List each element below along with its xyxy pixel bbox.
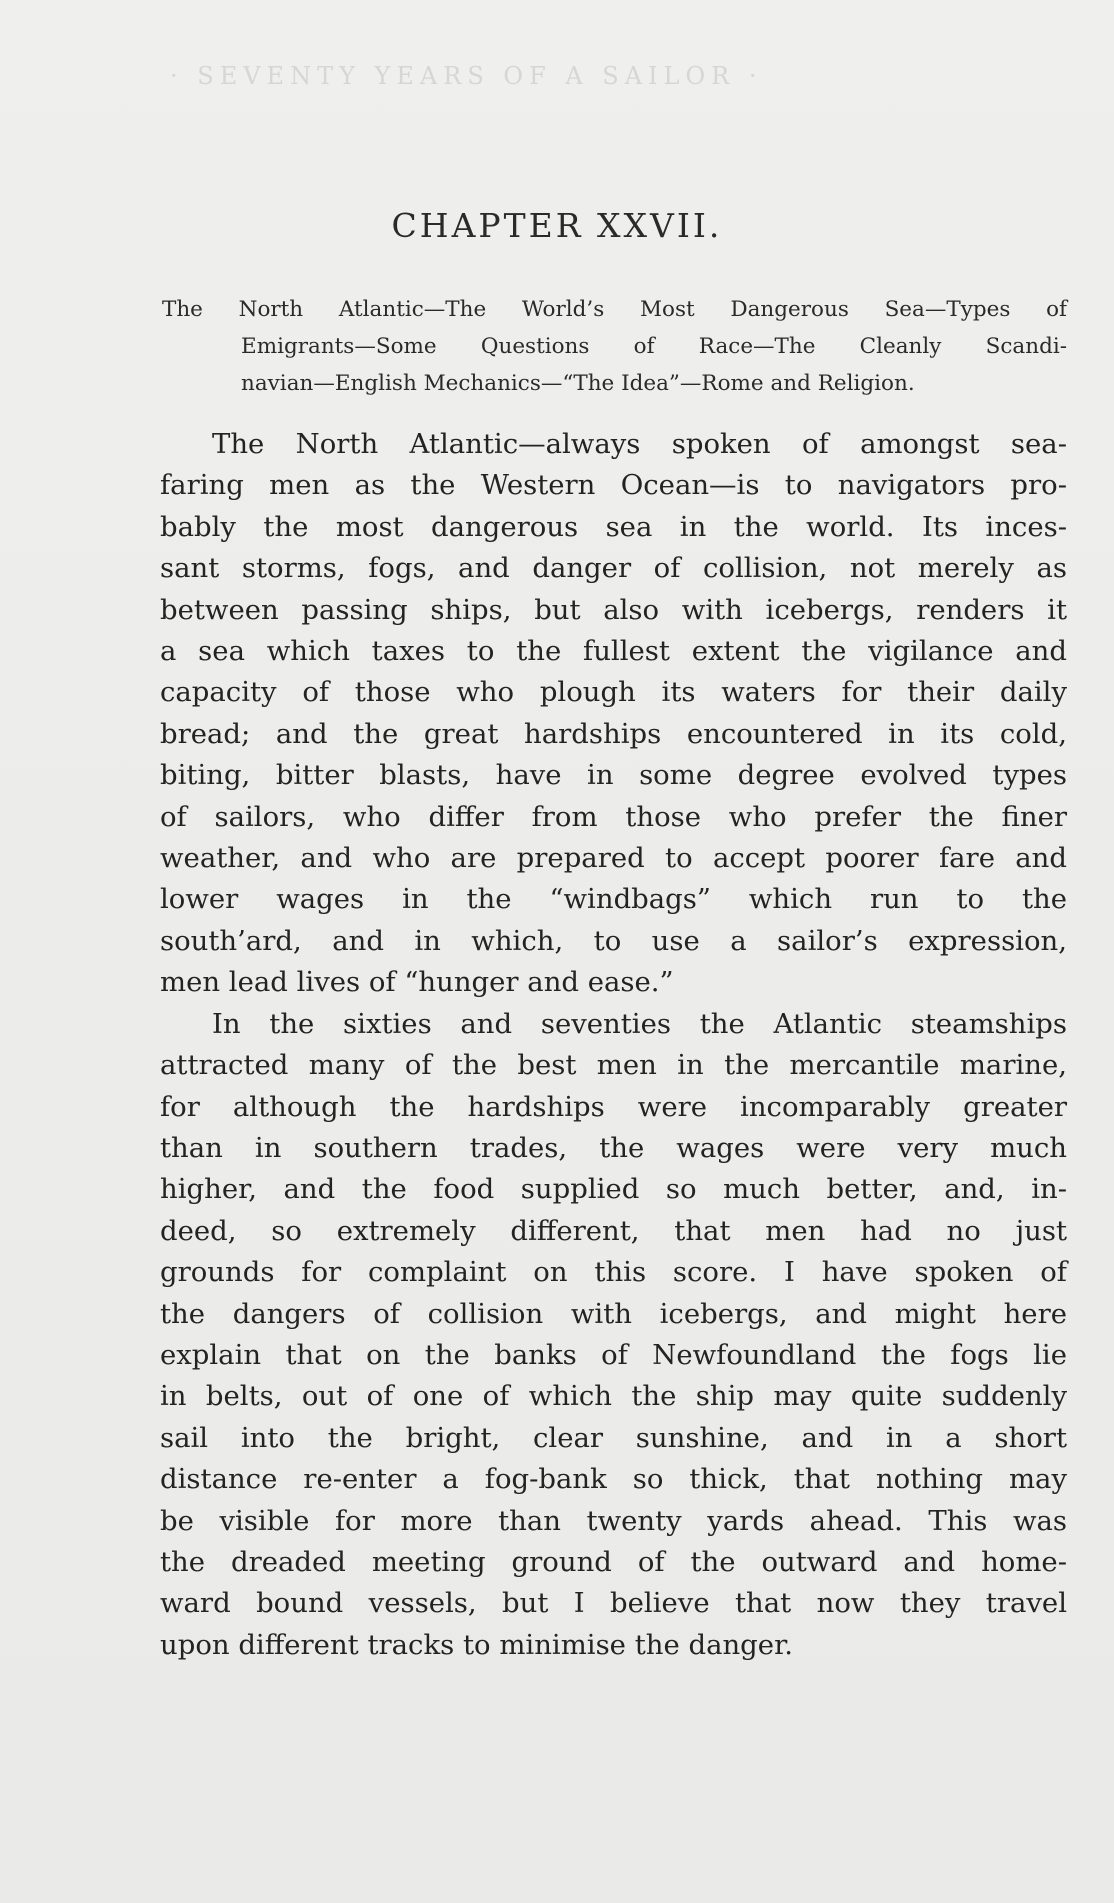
summary-line: Emigrants—Some Questions of Race—The Cleanly Scandi- xyxy=(241,334,1067,359)
text-line: The North Atlantic—always spoken of amongst sea- xyxy=(212,428,1067,460)
text-line: capacity of those who plough its waters for their daily xyxy=(160,676,1067,709)
text-line: grounds for complaint on this score. I have spoken of xyxy=(160,1256,1067,1289)
text-line: than in southern trades, the wages were very much xyxy=(160,1131,1067,1164)
text-line: sail into the bright, clear sunshine, and in a short xyxy=(160,1421,1067,1454)
chapter-summary xyxy=(162,291,1067,402)
text-line: for although the hardships were incomparably greater xyxy=(160,1090,1067,1123)
show-through-running-head: · SEVENTY YEARS OF A SAILOR · xyxy=(170,62,763,90)
text-line: bably the most dangerous sea in the world. Its inces- xyxy=(160,510,1067,543)
summary-line: navian—English Mechanics—“The Idea”—Rome and Religion. xyxy=(241,371,915,396)
text-line: higher, and the food supplied so much better, and, in- xyxy=(160,1173,1067,1206)
text-line: south’ard, and in which, to use a sailor’s expression, xyxy=(160,924,1067,957)
text-line: lower wages in the “windbags” which run to the xyxy=(160,883,1067,916)
text-line: in belts, out of one of which the ship may quite suddenly xyxy=(160,1380,1067,1413)
text-line: bread; and the great hardships encountered in its cold, xyxy=(160,717,1067,750)
summary-line: The North Atlantic—The World’s Most Dangerous Sea—Types of xyxy=(162,297,1067,322)
text-line: a sea which taxes to the fullest extent the vigilance and xyxy=(160,635,1067,668)
text-line: faring men as the Western Ocean—is to navigators pro- xyxy=(160,469,1067,502)
text-line: deed, so extremely different, that men had no just xyxy=(160,1214,1067,1247)
text-line: attracted many of the best men in the mercantile marine, xyxy=(160,1049,1067,1082)
text-line: distance re-enter a fog-bank so thick, that nothing may xyxy=(160,1463,1067,1496)
text-line: men lead lives of “hunger and ease.” xyxy=(160,966,674,999)
paragraph-1 xyxy=(160,424,1067,1004)
text-line: the dangers of collision with icebergs, and might here xyxy=(160,1297,1067,1330)
text-line: sant storms, fogs, and danger of collision, not merely as xyxy=(160,552,1067,585)
text-line: ward bound vessels, but I believe that now they travel xyxy=(160,1587,1067,1620)
text-line: weather, and who are prepared to accept poorer fare and xyxy=(160,842,1067,875)
body-text xyxy=(160,424,1067,1666)
chapter-title: CHAPTER XXVII. xyxy=(391,206,723,245)
text-line: In the sixties and seventies the Atlantic steamships xyxy=(212,1007,1067,1040)
paragraph-2 xyxy=(160,1004,1067,1667)
text-line: biting, bitter blasts, have in some degree evolved types xyxy=(160,759,1067,792)
text-line: upon different tracks to minimise the danger. xyxy=(160,1628,793,1661)
text-line: be visible for more than twenty yards ahead. This was xyxy=(160,1504,1067,1537)
text-line: explain that on the banks of Newfoundland the fogs lie xyxy=(160,1338,1067,1371)
text-line: of sailors, who differ from those who prefer the finer xyxy=(160,800,1067,833)
text-line: between passing ships, but also with icebergs, renders it xyxy=(160,593,1067,626)
text-line: the dreaded meeting ground of the outward and home- xyxy=(160,1545,1067,1578)
